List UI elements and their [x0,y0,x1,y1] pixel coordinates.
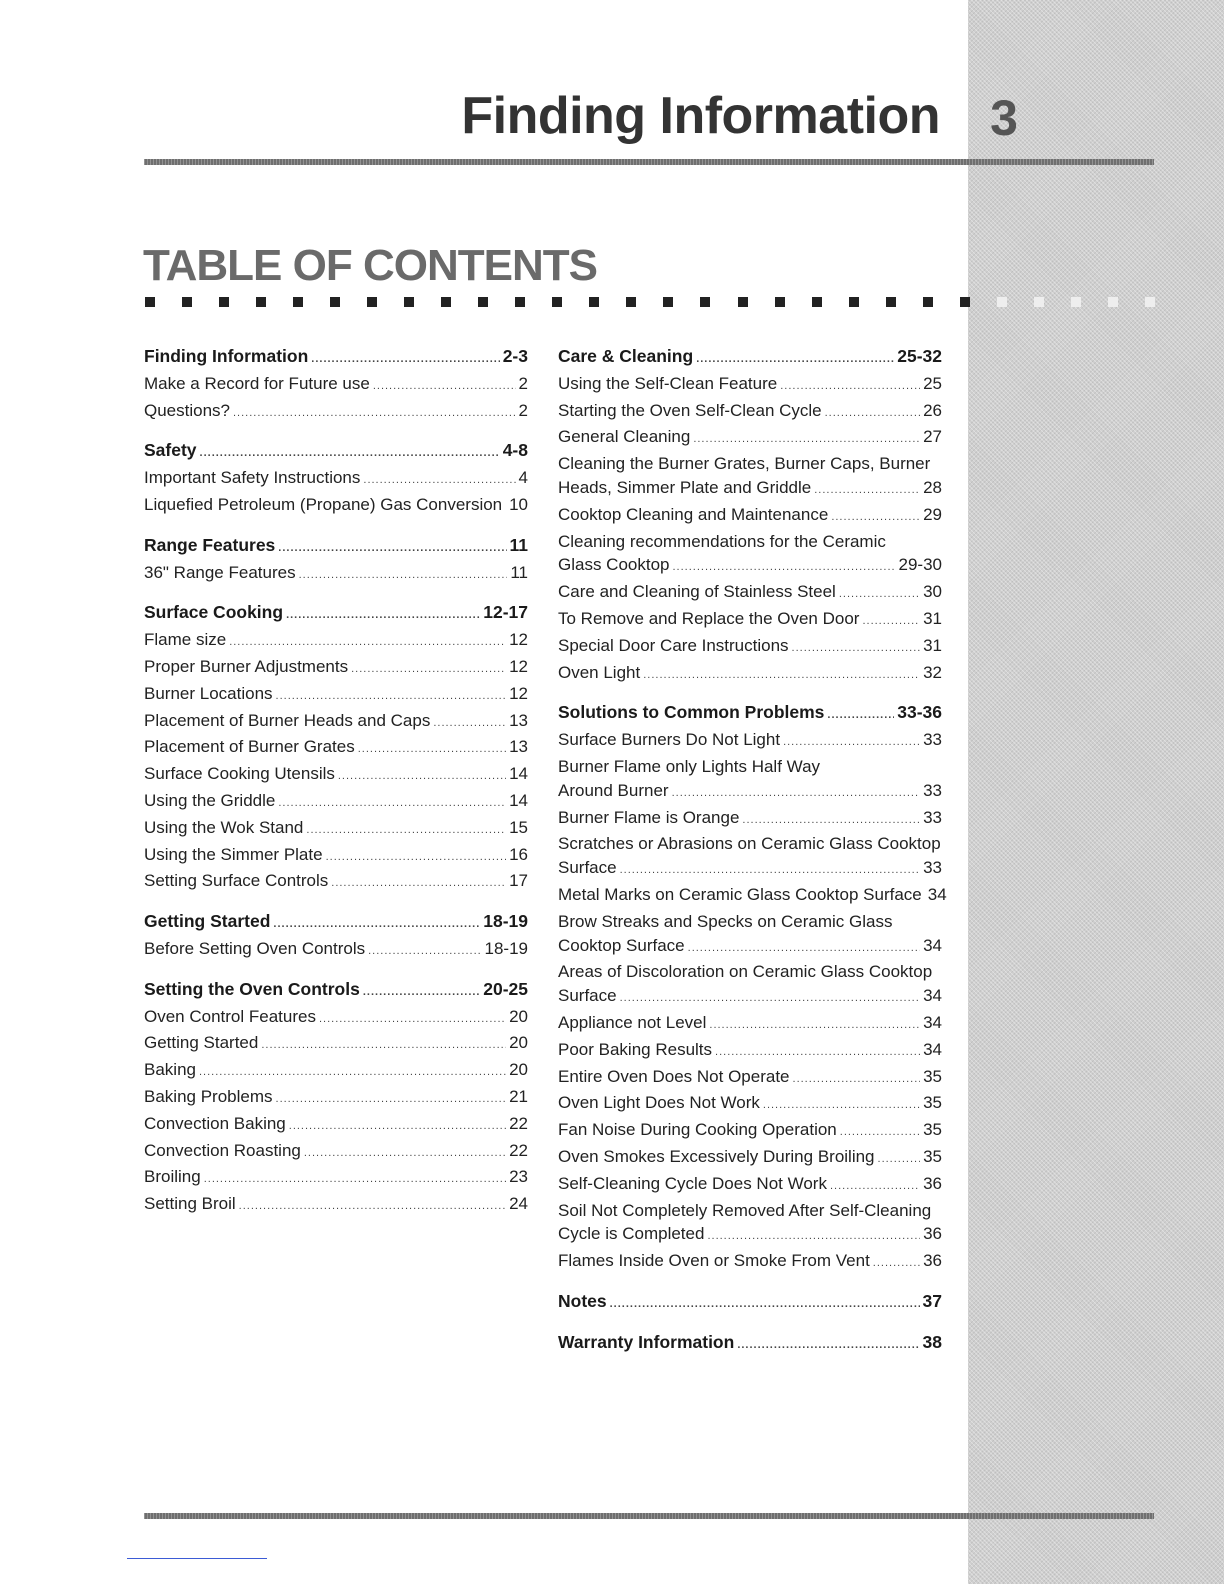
dot-leader [363,469,515,493]
entry-title: Proper Burner Adjustments [144,656,349,676]
dot-leader [278,792,506,816]
dot-leader [827,704,894,728]
entry-page: 28 [923,477,942,497]
toc-heading: TABLE OF CONTENTS [143,241,597,290]
toc-entry[interactable] [144,399,528,426]
toc-entry[interactable] [558,1222,942,1249]
toc-section [558,1331,942,1358]
toc-entry[interactable] [144,762,528,789]
entry-title: Poor Baking Results [558,1039,713,1059]
divider-square [219,297,229,307]
toc-section [144,910,528,964]
dot-leader [358,738,506,762]
entry-title: Surface [558,986,617,1006]
entry-title: Important Safety Instructions [144,468,361,488]
toc-section-heading[interactable] [558,701,942,728]
entry-title: Flames Inside Oven or Smoke From Vent [558,1251,870,1271]
entry-title: Metal Marks on Ceramic Glass Cooktop Surface [558,884,922,904]
entry-title: Baking [144,1060,196,1080]
page-number: 3 [990,90,1018,146]
section-pages: 38 [922,1331,942,1352]
section-title: Getting Started [144,911,271,932]
entry-page: 12 [509,656,528,676]
section-title: Warranty Information [558,1331,735,1352]
dot-leader [742,809,920,833]
divider-square [1034,297,1044,307]
entry-title: To Remove and Replace the Oven Door [558,608,860,628]
section-pages: 20-25 [483,978,528,999]
entry-title: Surface Cooking Utensils [144,764,335,784]
dot-leader [286,604,480,628]
dot-leader [673,556,896,580]
toc-entry[interactable] [558,1249,942,1276]
dot-leader [311,348,499,372]
entry-page: 14 [509,790,528,810]
divider-square [589,297,599,307]
section-pages: 4-8 [502,440,528,461]
section-title: Solutions to Common Problems [558,702,825,723]
divider-square [738,297,748,307]
entry-page: 12 [509,630,528,650]
entry-page: 20 [509,1033,528,1053]
divider-square [256,297,266,307]
toc-entry[interactable] [558,503,942,530]
divider-square [145,297,155,307]
toc-entry-lead[interactable]: Areas of Discoloration on Ceramic Glass Cooktop [558,962,933,982]
dot-leader [672,782,921,806]
toc-entry-lead[interactable]: Cleaning the Burner Grates, Burner Caps, Burner [558,454,931,474]
entry-page: 22 [509,1140,528,1160]
toc-entry[interactable] [558,553,942,580]
dot-leader [331,872,506,896]
dot-leader [780,375,920,399]
bottom-rule [144,1513,1154,1519]
toc-section [558,345,942,687]
dot-leader [831,506,920,530]
entry-page: 20 [509,1006,528,1026]
entry-page: 33 [923,780,942,800]
section-pages: 18-19 [483,911,528,932]
dot-leader [276,685,507,709]
entry-title: Convection Baking [144,1113,286,1133]
section-pages: 11 [509,534,528,555]
entry-page: 24 [509,1194,528,1214]
entry-title: Cooktop Cleaning and Maintenance [558,504,829,524]
entry-page: 18-19 [484,938,528,958]
toc-section-heading[interactable] [144,910,528,937]
side-strip [968,0,1224,1584]
entry-title: Cooktop Surface [558,935,685,955]
entry-title: Care and Cleaning of Stainless Steel [558,582,836,602]
toc-entry-lead[interactable]: Scratches or Abrasions on Ceramic Glass Cooktop [558,834,941,854]
dot-leader [289,1115,506,1139]
dot-leader [693,428,920,452]
toc-entry[interactable] [558,779,942,806]
section-pages: 12-17 [483,602,528,623]
section-title: Range Features [144,534,276,555]
toc-entry[interactable] [144,682,528,709]
dot-leader [620,859,920,883]
divider-square [552,297,562,307]
entry-page: 4 [518,468,528,488]
entry-title: Using the Griddle [144,790,276,810]
toc-entry[interactable] [144,816,528,843]
toc-entry-lead[interactable]: Brow Streaks and Specks on Ceramic Glass [558,911,893,931]
entry-page: 34 [923,1012,942,1032]
dot-leader [433,712,506,736]
toc-entry[interactable] [144,493,528,520]
entry-title: Oven Smokes Excessively During Broiling [558,1146,875,1166]
entry-title: Entire Oven Does Not Operate [558,1066,790,1086]
toc-section-heading[interactable] [144,534,528,561]
toc-section-heading[interactable] [558,345,942,372]
divider-square [1145,297,1155,307]
divider-square [404,297,414,307]
toc-entry[interactable] [558,1011,942,1038]
entry-title: Liquefied Petroleum (Propane) Gas Conversion [144,494,503,514]
entry-title: Oven Control Features [144,1006,316,1026]
entry-page: 21 [509,1086,528,1106]
entry-title: Oven Light Does Not Work [558,1093,760,1113]
entry-page: 33 [923,858,942,878]
section-title: Notes [558,1290,607,1311]
dot-leader [709,1014,920,1038]
dot-leader [278,537,506,561]
toc-entry[interactable] [144,1192,528,1219]
toc-section-heading[interactable] [144,978,528,1005]
entry-title: Around Burner [558,780,669,800]
toc-entry[interactable] [558,806,942,833]
entry-title: Starting the Oven Self-Clean Cycle [558,400,822,420]
toc-entry-lead[interactable]: Burner Flame only Lights Half Way [558,756,821,776]
dot-leader [319,1008,506,1032]
divider-square [182,297,192,307]
dot-leader [620,987,920,1011]
dot-leader [306,819,506,843]
toc-entry[interactable] [144,628,528,655]
section-title: Finding Information [144,346,309,366]
dot-leader [338,765,506,789]
toc-entry-lead[interactable]: Cleaning recommendations for the Ceramic [558,531,886,551]
dot-leader [229,631,506,655]
dot-leader [233,402,516,426]
toc-entry[interactable] [144,709,528,736]
divider-square [1108,297,1118,307]
toc-entry[interactable] [558,399,942,426]
entry-title: Glass Cooktop [558,555,670,575]
entry-title: Placement of Burner Grates [144,737,355,757]
entry-page: 25 [923,373,942,393]
dot-leader [239,1195,506,1219]
dot-leader [862,610,920,634]
toc-entry[interactable] [144,735,528,762]
dot-leader [373,375,516,399]
toc-entry[interactable] [558,856,942,883]
toc-entry[interactable] [558,1065,942,1092]
dot-leader [839,583,920,607]
divider-square [960,297,970,307]
page-title: Finding Information [461,87,940,145]
toc-section-heading[interactable] [144,601,528,628]
toc-entry[interactable] [144,789,528,816]
toc-entry[interactable] [144,1112,528,1139]
dot-leader [273,913,480,937]
entry-title: Before Setting Oven Controls [144,938,366,958]
divider-square [812,297,822,307]
divider-square [1071,297,1081,307]
entry-page: 23 [509,1167,528,1187]
toc-entry[interactable] [558,634,942,661]
square-divider-row [145,297,1155,309]
toc-entry[interactable] [558,934,942,961]
toc-entry[interactable] [558,425,942,452]
divider-square [515,297,525,307]
toc-section-heading[interactable] [558,1290,942,1317]
dot-leader [783,731,920,755]
toc-section [144,601,528,896]
toc-left-column [144,345,528,1233]
entry-title: Using the Wok Stand [144,817,304,837]
entry-page: 2 [518,373,528,393]
entry-page: 34 [927,884,947,904]
toc-entry[interactable] [558,984,942,1011]
divider-square [775,297,785,307]
dot-leader [715,1041,920,1065]
entry-title: Burner Flame is Orange [558,807,740,827]
dot-leader [840,1121,920,1145]
entry-page: 20 [509,1060,528,1080]
dot-leader [505,496,506,520]
toc-section-heading[interactable] [144,439,528,466]
toc-entry[interactable] [144,466,528,493]
entry-page: 36 [923,1224,942,1244]
entry-page: 10 [509,494,528,514]
entry-page: 12 [509,683,528,703]
toc-entry[interactable] [144,1031,528,1058]
toc-entry[interactable] [144,1165,528,1192]
toc-entry[interactable] [144,869,528,896]
entry-page: 30 [923,582,942,602]
dot-leader [763,1094,920,1118]
entry-title: Surface [558,858,617,878]
entry-title: Using the Simmer Plate [144,844,323,864]
toc-entry[interactable] [144,843,528,870]
dot-leader [688,937,920,961]
toc-entry[interactable] [144,937,528,964]
section-title: Surface Cooking [144,602,284,623]
entry-page: 15 [509,817,528,837]
toc-right-column [558,345,947,1371]
divider-square [997,297,1007,307]
toc-entry-lead[interactable]: Soil Not Completely Removed After Self-Cleaning [558,1200,932,1220]
entry-title: Placement of Burner Heads and Caps [144,710,431,730]
toc-entry[interactable] [558,607,942,634]
section-title: Setting the Oven Controls [144,978,360,999]
toc-entry[interactable] [144,1058,528,1085]
entry-page: 34 [923,986,942,1006]
divider-square [330,297,340,307]
dot-leader [368,940,481,964]
dot-leader [363,981,480,1005]
toc-entry[interactable] [558,1118,942,1145]
toc-entry[interactable] [144,1085,528,1112]
entry-title: Getting Started [144,1033,259,1053]
top-rule [144,159,1154,165]
entry-title: Burner Locations [144,683,273,703]
toc-entry[interactable] [558,476,942,503]
link-underline [127,1558,267,1559]
toc-section [144,978,528,1219]
dot-leader [825,402,920,426]
dot-leader [830,1175,920,1199]
toc-entry[interactable] [144,561,528,588]
toc-section-heading[interactable] [558,1331,942,1358]
toc-entry[interactable] [558,728,942,755]
dot-leader [610,1293,920,1317]
dot-leader [643,664,920,688]
toc-section [144,345,528,425]
divider-square [849,297,859,307]
section-title: Safety [144,440,197,461]
entry-page: 35 [923,1066,942,1086]
toc-section [558,701,947,1276]
divider-square [441,297,451,307]
entry-page: 32 [923,662,942,682]
entry-title: Setting Broil [144,1194,236,1214]
divider-square [293,297,303,307]
entry-title: Surface Burners Do Not Light [558,730,781,750]
entry-title: Oven Light [558,662,641,682]
dot-leader [873,1252,920,1276]
section-pages: 33-36 [897,702,942,723]
toc-section-heading[interactable] [144,345,528,372]
entry-page: 13 [509,737,528,757]
entry-page: 27 [923,427,942,447]
dot-leader [696,348,894,372]
entry-page: 31 [923,608,942,628]
toc-section [144,439,528,519]
dot-leader [792,637,921,661]
entry-title: Setting Surface Controls [144,871,329,891]
divider-square [923,297,933,307]
entry-page: 26 [923,400,942,420]
entry-title: Cycle is Completed [558,1224,705,1244]
entry-title: Fan Noise During Cooking Operation [558,1120,837,1140]
entry-page: 13 [509,710,528,730]
dot-leader [299,564,508,588]
divider-square [626,297,636,307]
entry-page: 11 [510,562,528,582]
entry-page: 22 [509,1113,528,1133]
toc-entry[interactable] [558,1145,942,1172]
dot-leader [200,442,500,466]
entry-page: 14 [509,764,528,784]
toc-entry[interactable] [558,1038,942,1065]
entry-page: 35 [923,1093,942,1113]
entry-page: 16 [509,844,528,864]
toc-entry[interactable] [558,661,942,688]
dot-leader [261,1034,506,1058]
dot-leader [793,1068,921,1092]
toc-entry[interactable] [144,1005,528,1032]
entry-page: 2 [518,400,528,420]
entry-page: 35 [923,1120,942,1140]
entry-title: Special Door Care Instructions [558,635,789,655]
entry-title: 36" Range Features [144,562,296,582]
toc-entry[interactable] [144,1139,528,1166]
entry-page: 34 [923,1039,942,1059]
entry-title: Flame size [144,630,227,650]
entry-page: 33 [923,730,942,750]
divider-square [663,297,673,307]
toc-entry[interactable] [558,883,947,910]
dot-leader [707,1225,920,1249]
entry-title: General Cleaning [558,427,691,447]
dot-leader [814,479,920,503]
entry-title: Appliance not Level [558,1012,707,1032]
entry-page: 31 [923,635,942,655]
dot-leader [326,846,507,870]
dot-leader [204,1168,506,1192]
divider-square [700,297,710,307]
dot-leader [351,658,506,682]
dot-leader [737,1334,919,1358]
entry-page: 33 [923,807,942,827]
entry-title: Baking Problems [144,1086,273,1106]
section-pages: 2-3 [502,346,528,366]
entry-page: 36 [923,1251,942,1271]
dot-leader [276,1088,507,1112]
dot-leader [199,1061,506,1085]
entry-title: Self-Cleaning Cycle Does Not Work [558,1173,827,1193]
section-pages: 25-32 [897,346,942,366]
entry-page: 36 [923,1173,942,1193]
entry-title: Using the Self-Clean Feature [558,373,778,393]
divider-square [367,297,377,307]
entry-page: 29 [923,504,942,524]
toc-section [144,534,528,588]
entry-page: 34 [923,935,942,955]
toc-entry[interactable] [558,1172,942,1199]
section-pages: 37 [922,1290,942,1311]
dot-leader [304,1142,506,1166]
toc-entry[interactable] [558,580,942,607]
entry-page: 17 [509,871,528,891]
toc-entry[interactable] [558,372,942,399]
dot-leader [878,1148,921,1172]
entry-title: Questions? [144,400,230,420]
entry-title: Broiling [144,1167,201,1187]
toc-entry[interactable] [144,655,528,682]
section-title: Care & Cleaning [558,346,694,366]
divider-square [886,297,896,307]
divider-square [478,297,488,307]
toc-section [558,1290,942,1317]
entry-title: Make a Record for Future use [144,373,370,393]
entry-title: Heads, Simmer Plate and Griddle [558,477,812,497]
entry-page: 29-30 [898,555,942,575]
toc-entry[interactable] [144,372,528,399]
entry-page: 35 [923,1146,942,1166]
entry-title: Convection Roasting [144,1140,301,1160]
toc-entry[interactable] [558,1091,942,1118]
